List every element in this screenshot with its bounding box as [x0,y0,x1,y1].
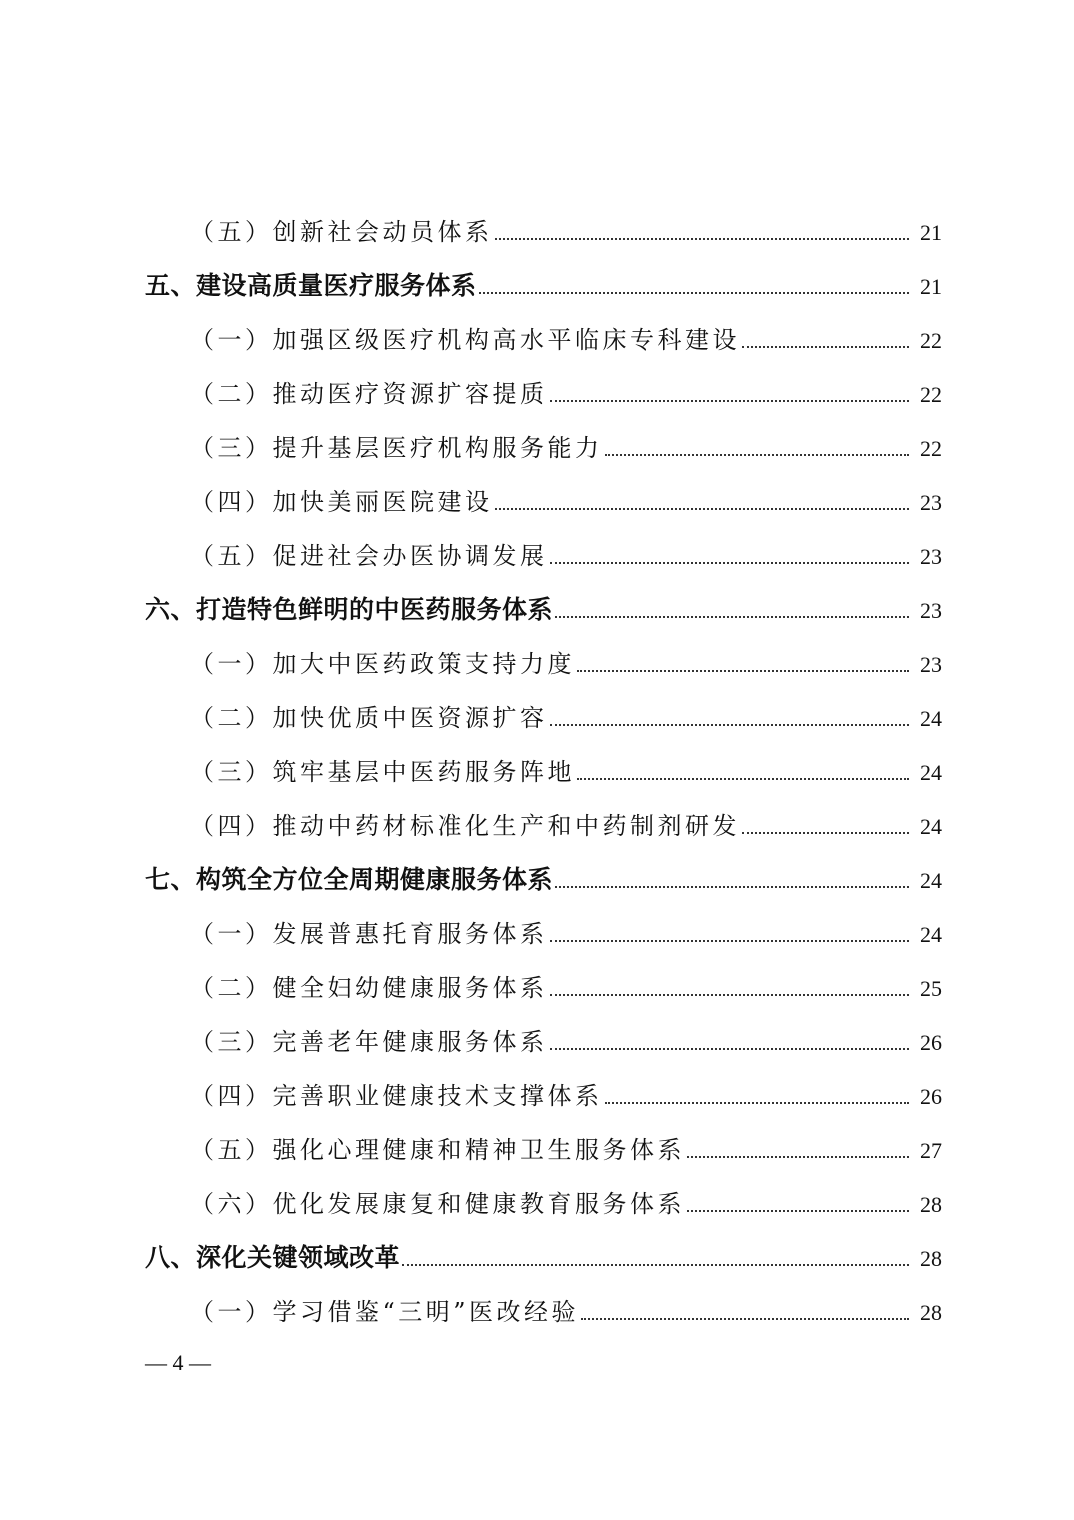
toc-entry-page-number: 26 [920,1030,942,1055]
toc-entry-page-number: 25 [920,976,942,1001]
dot-leader [577,778,909,780]
dot-leader [550,400,910,402]
toc-chapter-entry [145,578,942,632]
toc-section-entry [145,1064,942,1118]
toc-section-entry [145,470,942,524]
toc-entry-title: 六、打造特色鲜明的中医药服务体系 [145,595,554,624]
toc-entry-page-number: 28 [920,1246,942,1271]
toc-entry-page-number: 23 [920,652,942,677]
toc-section-entry [145,1280,942,1334]
toc-entry-page-number: 28 [920,1300,942,1325]
dot-leader [742,832,909,834]
toc-entry-title: （五）强化心理健康和精神卫生服务体系 [190,1136,685,1164]
toc-entry-page-number: 28 [920,1192,942,1217]
toc-section-entry [145,902,942,956]
dot-leader [581,1318,909,1320]
toc-section-entry [145,1172,942,1226]
table-of-contents [145,200,942,1334]
toc-entry-page-number: 22 [920,328,942,353]
toc-entry-page-number: 21 [920,220,942,245]
toc-entry-title: 八、深化关键领域改革 [145,1243,401,1272]
toc-entry-title: （二）健全妇幼健康服务体系 [190,974,548,1002]
dot-leader [742,346,909,348]
dot-leader [555,616,909,618]
toc-entry-page-number: 24 [920,922,942,947]
dot-leader [687,1156,909,1158]
dot-leader [577,670,909,672]
toc-entry-title: （三）提升基层医疗机构服务能力 [190,434,603,462]
dot-leader [550,724,910,726]
dot-leader [550,562,910,564]
toc-section-entry [145,794,942,848]
toc-entry-title: （四）加快美丽医院建设 [190,488,493,516]
dot-leader [402,1264,909,1266]
dot-leader [687,1210,909,1212]
toc-entry-page-number: 23 [920,490,942,515]
toc-entry-page-number: 22 [920,382,942,407]
toc-section-entry [145,308,942,362]
toc-entry-title: （三）筑牢基层中医药服务阵地 [190,758,575,786]
dot-leader [479,292,909,294]
toc-chapter-entry [145,254,942,308]
toc-entry-title: （二）推动医疗资源扩容提质 [190,380,548,408]
dot-leader [550,1048,910,1050]
toc-entry-page-number: 24 [920,868,942,893]
toc-entry-title: 五、建设高质量医疗服务体系 [145,271,477,300]
toc-entry-page-number: 27 [920,1138,942,1163]
toc-section-entry [145,200,942,254]
toc-entry-title: （一）学习借鉴“三明”医改经验 [190,1298,580,1326]
toc-entry-title: （四）完善职业健康技术支撑体系 [190,1082,603,1110]
dot-leader [605,1102,910,1104]
page-number-footer: — 4 — [145,1350,211,1375]
toc-section-entry [145,956,942,1010]
toc-entry-page-number: 22 [920,436,942,461]
toc-entry-page-number: 24 [920,706,942,731]
toc-section-entry [145,362,942,416]
toc-entry-title: （五）创新社会动员体系 [190,218,493,246]
toc-chapter-entry [145,1226,942,1280]
toc-section-entry [145,524,942,578]
toc-chapter-entry [145,848,942,902]
toc-entry-title: （六）优化发展康复和健康教育服务体系 [190,1190,685,1218]
toc-entry-title: （一）加大中医药政策支持力度 [190,650,575,678]
toc-entry-title: （一）发展普惠托育服务体系 [190,920,548,948]
toc-section-entry [145,632,942,686]
toc-entry-page-number: 24 [920,814,942,839]
toc-entry-title: （五）促进社会办医协调发展 [190,542,548,570]
dot-leader [495,238,910,240]
dot-leader [555,886,909,888]
dot-leader [550,994,910,996]
toc-entry-page-number: 23 [920,598,942,623]
dot-leader [550,940,910,942]
toc-entry-title: （二）加快优质中医资源扩容 [190,704,548,732]
toc-entry-page-number: 24 [920,760,942,785]
toc-section-entry [145,740,942,794]
toc-entry-page-number: 21 [920,274,942,299]
toc-entry-title: （一）加强区级医疗机构高水平临床专科建设 [190,326,740,354]
toc-entry-page-number: 26 [920,1084,942,1109]
dot-leader [605,454,910,456]
toc-section-entry [145,686,942,740]
toc-entry-page-number: 23 [920,544,942,569]
toc-section-entry [145,1118,942,1172]
toc-section-entry [145,416,942,470]
toc-section-entry [145,1010,942,1064]
dot-leader [495,508,910,510]
toc-entry-title: （四）推动中药材标准化生产和中药制剂研发 [190,812,740,840]
toc-entry-title: 七、构筑全方位全周期健康服务体系 [145,865,554,894]
toc-entry-title: （三）完善老年健康服务体系 [190,1028,548,1056]
